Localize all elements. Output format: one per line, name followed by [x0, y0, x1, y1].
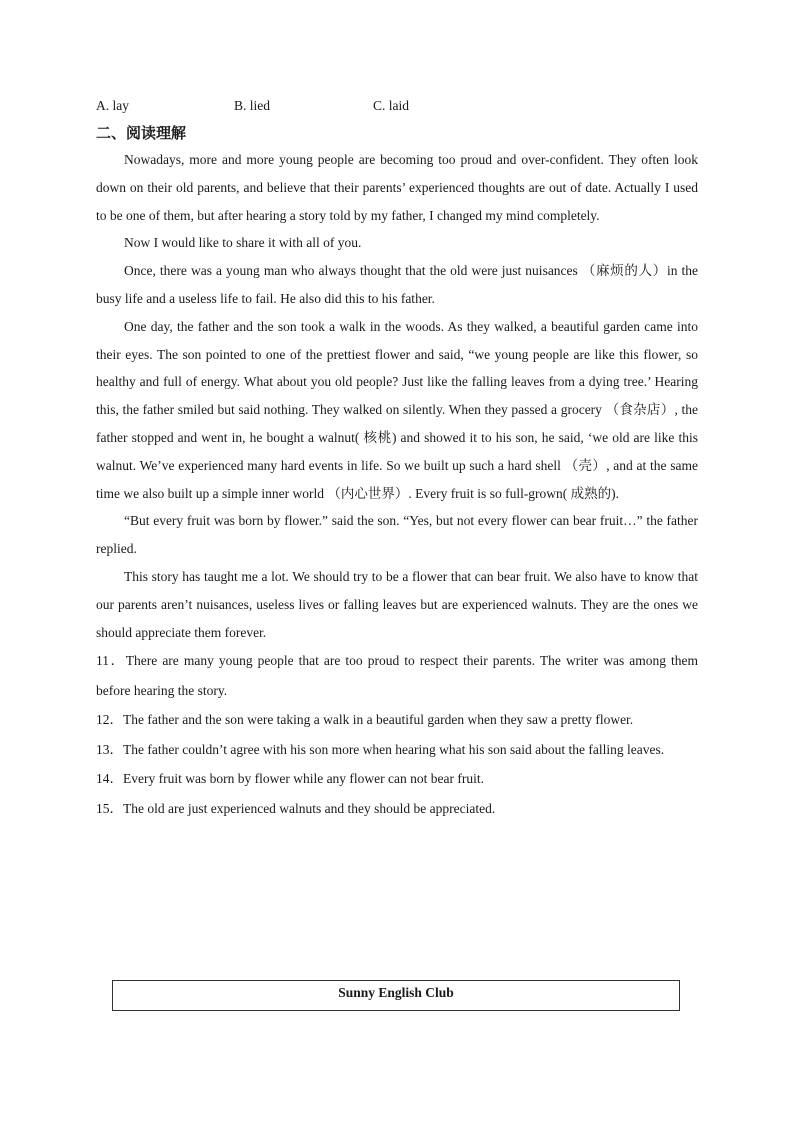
answer-options	[96, 92, 698, 120]
question-15: 15．The old are just experienced walnuts and they should be appreciated.	[96, 800, 496, 816]
document-page	[96, 92, 698, 823]
club-title-box: Sunny English Club	[112, 980, 680, 1011]
passage-paragraph-5: “But every fruit was born by flower.” said the son. “Yes, but not every flower can bear fruit…” the father replied.	[96, 513, 698, 557]
question-12: 12．The father and the son were taking a walk in a beautiful garden when they saw a pretty flower.	[96, 712, 634, 728]
option-a: A. lay	[96, 98, 129, 113]
option-b: B. lied	[234, 98, 270, 113]
section-title: 二、阅读理解	[96, 124, 187, 142]
passage-paragraph-6: This story has taught me a lot. We should try to be a flower that can bear fruit. We also have to know that our parents aren’t nuisances, useless lives or falling leaves but are experienced walnuts. They are the ones we should appreciate them forever.	[96, 568, 698, 640]
question-list	[96, 646, 698, 823]
passage-paragraph-1: Nowadays, more and more young people are becoming too proud and over-confident. They often look down on their old parents, and believe that their parents’ experienced thoughts are out of date. Actually I used to be one of them, but after hearing a story told by my father, I changed my mind completely.	[96, 152, 698, 223]
reading-passage	[96, 146, 698, 646]
question-13: 13．The father couldn’t agree with his son more when hearing what his son said about the falling leaves.	[96, 741, 665, 757]
passage-paragraph-2: Now I would like to share it with all of you.	[124, 235, 362, 251]
passage-paragraph-3: Once, there was a young man who always thought that the old were just nuisances （麻烦的人）in the busy life and a useless life to fail. He also did this to his father.	[96, 263, 698, 306]
question-14: 14．Every fruit was born by flower while any flower can not bear fruit.	[96, 771, 484, 787]
option-c: C. laid	[373, 98, 409, 113]
passage-paragraph-4: One day, the father and the son took a walk in the woods. As they walked, a beautiful garden came into their eyes. The son pointed to one of the prettiest flower and said, “we young people are like this flower, so healthy and full of energy. What about you old people? Just like the falling leaves from a dying tree.’ Hearing this, the father smiled but said nothing. They walked on silently. When they passed a grocery （食杂店）, the father stopped and went in, he bought a walnut( 核桃) and showed it to his son, he said, ‘we old are like this walnut. We’ve experienced many hard events in life. So we built up such a hard shell （壳）, and at the same time we also built up a simple inner world （内心世界）. Every fruit is so full-grown( 成熟的).	[96, 318, 698, 501]
question-11: 11．There are many young people that are too proud to respect their parents. The writer was among them before hearing the story.	[96, 653, 698, 698]
